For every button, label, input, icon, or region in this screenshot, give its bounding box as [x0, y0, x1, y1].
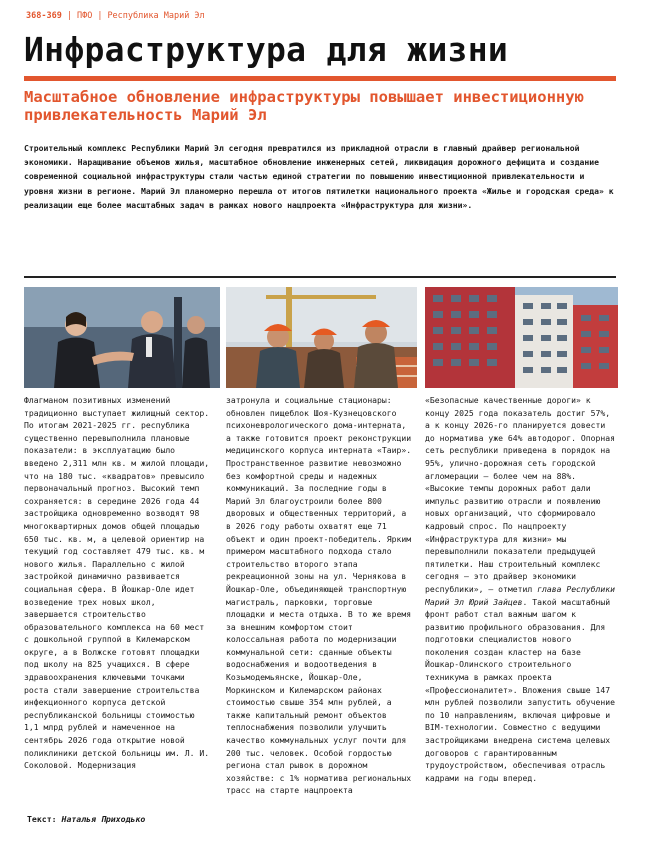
construction-workers-photo — [226, 287, 417, 388]
title-divider — [24, 76, 616, 81]
article-subtitle: Масштабное обновление инфраструктуры повышает инвестиционную привлекательность Марий Эл — [24, 88, 584, 124]
body-text-col1: Флагманом позитивных изменений традиционно выступает жилищный сектор. По итогам 2021-2025 гг. республика существенно перевыполнила плановые показатели: в эксплуатацию было введено 2,311 млн кв. м жилой площади, что на 180 тыс. «квадратов» превысило первоначальный прогноз. Высокий темп сохраняется: в середине 2026 года 44 застройщика одновременно возводят 98 многоквартирных домов общей площадью 650 тыс. кв. м, а целевой ориентир на текущий год составляет 479 тыс. кв. м нового жилья. Параллельно с жилой застройкой динамично развивается социальная сфера. В Йошкар-Оле идет возведение трех новых школ, завершается строительство образовательного комплекса на 60 мест с дошкольной группой в Килемарском округе, а в Волжске готовят площадки под школу на 825 учащихся. В сфере здравоохранения ключевыми точками роста стали завершение строительства инфекционного корпуса детской республиканской больницы стоимостью 1,1 млрд рублей и намеченное на сентябрь 2026 года открытие новой поликлиники детской больницы им. Л. И. Соколовой. Модернизация — [24, 395, 210, 771]
region-label: Республика Марий Эл — [107, 11, 205, 21]
author-name: Наталья Приходько — [61, 814, 146, 824]
page-numbers: 368-369 — [26, 11, 62, 21]
body-text-col2: затронула и социальные стационары: обновлен пищеблок Шоя-Кузнецовского психоневрологического дома-интерната, а также готовится проект реконструкции медицинского корпуса интерната «Таир». Пространственное развитие невозможно без комфортной среды и надежных коммуникаций. За последние годы в Марий Эл благоустроили более 800 дворовых и общественных территорий, а в 2026 году работы охватят еще 71 объект и один проект-победитель. Ярким примером масштабного подхода стало строительство второго этапа рекреационной зоны на ул. Чернякова в Йошкар-Оле, объединяющей транспортную магистраль, парковки, торговые площадки и места отдыха. В то же время за внешним комфортом стоит колоссальная работа по модернизации коммунальной сети: сданные объекты водоснабжения и водоотведения в Козьмодемьянске, Йошкар-Оле, Моркинском и Килемарском районах стоимостью свыше 354 млн рублей, а также капитальный ремонт объектов теплоснабжения позволили улучшить качество коммунальных услуг почти для 200 тыс. человек. Особой гордостью региона стал рывок в дорожном хозяйстве: с 1% норматива региональных трасс на старте нацпроекта — [226, 395, 412, 796]
handshake-photo — [24, 287, 220, 388]
article-title: Инфраструктура для жизни — [24, 30, 509, 69]
body-text-col3 — [425, 394, 618, 784]
article-intro: Строительный комплекс Республики Марий Эл сегодня превратился из прикладной отрасли в главный драйвер региональной экономики. Наращивание объемов жилья, масштабное обновление инженерных сетей, ликвидация дорожного дефицита и создание современной социальной инфраструктуры стали частью единой стратегии по повышению инвестиционной привлекательности и уровня жизни в регионе. Марий Эл планомерно перешла от итогов пятилетки национального проекта «Жилье и городская среда» к реализации еще более масштабных задач в рамках нового нацпроекта «Инфраструктура для жизни». — [24, 143, 614, 210]
body-column-2 — [226, 394, 415, 826]
author-credit — [27, 812, 145, 826]
section-label: ПФО — [76, 11, 93, 21]
quote-attribution: глава Республики Марий Эл Юрий Зайцев — [425, 583, 616, 607]
body-text-col3-part1: «Безопасные качественные дороги» к концу 2025 года показатель достиг 57%, а к концу 2026-го планируется довести до норматива уже 64% автодорог. Опорная сеть республики приведена в порядок на 95%, улично-дорожная сеть городской агломерации — более чем на 88%. «Высокие темпы дорожных работ дали импульс развитию отрасли и появлению новых организаций, что сформировало кадровый спрос. По нацпроекту «Инфраструктура для жизни» мы перевыполнили показатели предыдущей пятилетки. Наш строительный комплекс сегодня — это драйвер экономики республики», — отметил — [425, 395, 616, 594]
running-header: 368-369 | ПФО | Республика Марий Эл — [26, 11, 205, 21]
body-column-3 — [425, 394, 618, 826]
author-label: Текст: — [27, 814, 57, 824]
body-column-1 — [24, 394, 213, 826]
apartment-buildings-photo — [425, 287, 618, 388]
section-divider — [24, 276, 616, 278]
body-text-col3-part2: . Такой масштабный фронт работ стал важным шагом к развитию профильного образования. Для подготовки специалистов нового поколения создан кластер на базе Йошкар-Олинского строительного техникума в рамках проекта «Профессионалитет». Вложения свыше 147 млн рублей позволили запустить обучение по 10 направлениям, включая цифровые и BIM-технологии. Совместно с ведущими застройщиками внедрена система целевых договоров с гарантированным трудоустройством, обеспечивая отрасль кадрами на годы вперед. — [425, 596, 616, 783]
